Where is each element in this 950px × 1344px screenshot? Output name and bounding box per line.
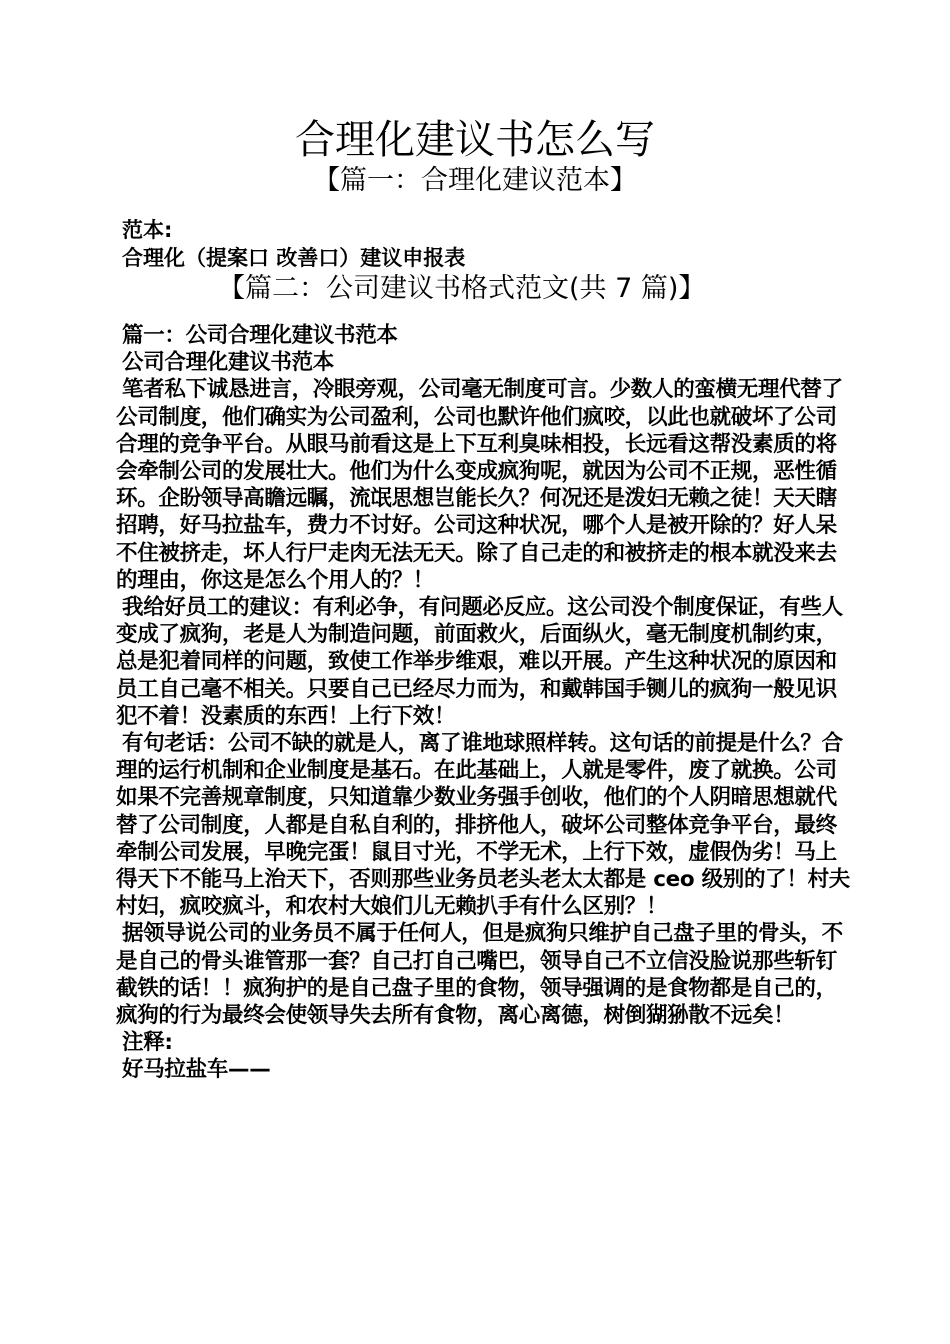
note-label: 注释:	[122, 1030, 173, 1056]
section-2-heading: 【篇二：公司建议书格式范文(共 7 篇)】	[218, 273, 706, 304]
template-label: 范本:	[122, 218, 173, 242]
document-title: 合理化建议书怎么写	[295, 117, 655, 163]
body-paragraph-4: 据领导说公司的业务员不属于任何人，但是疯狗只维护自己盘子里的骨头，不是自己的骨头谁管那一套？自己打自己嘴巴，领导自己不立信没脸说那些斩钉截铁的话！！疯狗护的是自己盘子里的食物，领导强调的是食物都是自己的，疯狗的行为最终会使领导失去所有食物，离心离德，树倒猢狲散不远矣！	[116, 921, 843, 1029]
body-paragraph-3: 有句老话：公司不缺的就是人，离了谁地球照样转。这句话的前提是什么？合理的运行机制和企业制度是基石。在此基础上，人就是零件，废了就换。公司如果不完善规章制度，只知道靠少数业务强手创收，他们的个人阴暗思想就代替了公司制度，人都是自私自利的，排挤他人，破坏公司整体竞争平台，最终牵制公司发展，早晚完蛋！鼠目寸光，不学无术，上行下效，虚假伪劣！马上得天下不能马上治天下，否则那些业务员老头老太太都是 ceo 级别的了！村夫村妇，疯咬疯斗，和农村大娘们儿无赖扒手有什么区别？！	[116, 731, 850, 920]
piece-1-title: 公司合理化建议书范本	[122, 350, 335, 376]
body-paragraph-2: 我给好员工的建议：有利必争，有问题必反应。这公司没个制度保证，有些人变成了疯狗，老是人为制造问题，前面救火，后面纵火，毫无制度机制约束，总是犯着同样的问题，致使工作举步维艰，难以开展。产生这种状况的原因和员工自己毫不相关。只要自己已经尽力而为，和戴韩国手铡儿的疯狗一般见识犯不着！没素质的东西！上行下效！	[116, 595, 843, 729]
piece-1-heading: 篇一：公司合理化建议书范本	[122, 323, 398, 348]
document-body	[116, 322, 856, 1084]
note-item: 好马拉盐车——	[122, 1057, 271, 1083]
body-paragraph-1: 笔者私下诚恳进言，冷眼旁观，公司毫无制度可言。少数人的蛮横无理代替了公司制度，他们确实为公司盈利，公司也默许他们疯咬，以此也就破坏了公司合理的竞争平台。从眼马前看这是上下互利臭味相投，长远看这帮没素质的将会牵制公司的发展壮大。他们为什么变成疯狗呢，就因为公司不正规，恶性循环。企盼领导高瞻远瞩，流氓思想岂能长久？何况还是泼妇无赖之徒！天天瞎招聘，好马拉盐车，费力不讨好。公司这种状况，哪个人是被开除的？好人呆不住被挤走，坏人行尸走肉无法无天。除了自己走的和被挤走的根本就没来去的理由，你这是怎么个用人的？！	[116, 377, 843, 593]
section-1-heading: 【篇一：合理化建议范本】	[313, 165, 637, 196]
form-title: 合理化（提案口 改善口）建议申报表	[122, 246, 466, 270]
